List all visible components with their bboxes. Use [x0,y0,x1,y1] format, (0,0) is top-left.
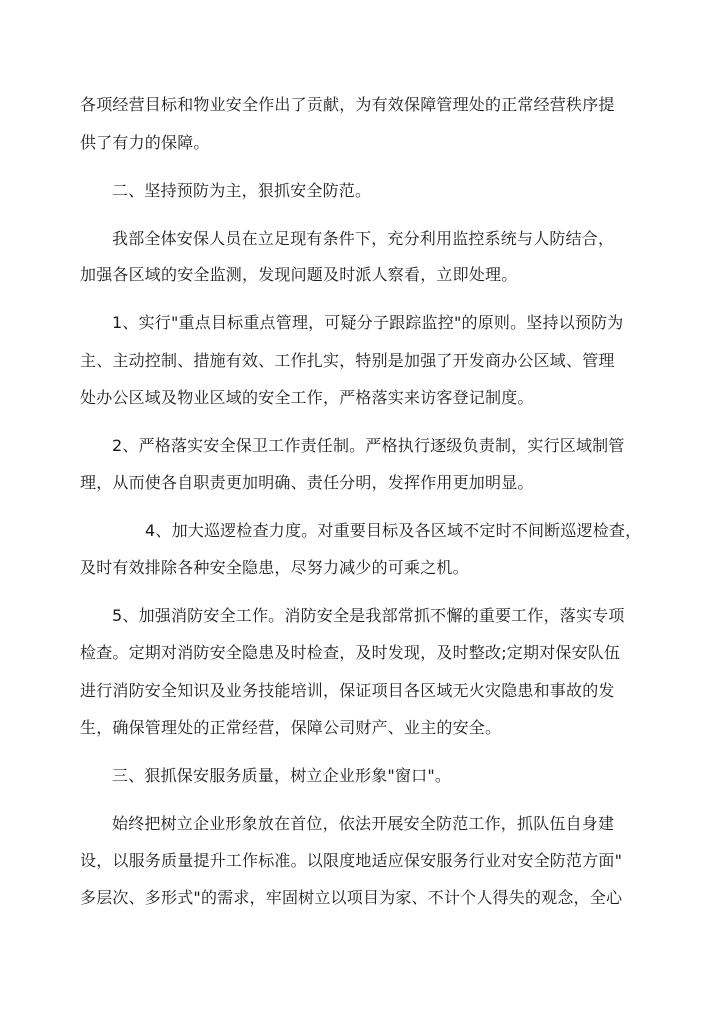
text-line: 主、主动控制、措施有效、工作扎实，特别是加强了开发商办公区域、管理 [80,351,615,370]
text-line: 4、加大巡逻检查力度。对重要目标及各区域不定时不间断巡逻检查， [145,521,642,540]
text-line: 加强各区域的安全监测，发现问题及时派人察看，立即处理。 [80,265,518,284]
text-line: 检查。定期对消防安全隐患及时检查，及时发现，及时整改;定期对保安队伍 [80,643,621,662]
text-line: 2、严格落实安全保卫工作责任制。严格执行逐级负责制，实行区域制管 [112,436,625,455]
text-line: 始终把树立企业形象放在首位，依法开展安全防范工作，抓队伍自身建 [112,814,615,833]
section-heading: 三、狠抓保安服务质量，树立企业形象"窗口"。 [112,766,452,785]
text-line: 及时有效排除各种安全隐患，尽努力减少的可乘之机。 [80,558,469,577]
text-line: 我部全体安保人员在立足现有条件下，充分利用监控系统与人防结合， [112,229,615,248]
text-line: 1、实行"重点目标重点管理，可疑分子跟踪监控"的原则。坚持以预防为 [112,313,624,332]
text-line: 多层次、多形式"的需求，牢固树立以项目为家、不计个人得失的观念，全心 [80,888,623,907]
text-line: 处办公区域及物业区域的安全工作，严格落实来访客登记制度。 [80,388,534,407]
text-line: 各项经营目标和物业安全作出了贡献，为有效保障管理处的正常经营秩序提 [80,95,615,114]
text-line: 生，确保管理处的正常经营，保障公司财产、业主的安全。 [80,718,502,737]
section-heading: 二、坚持预防为主，狠抓安全防范。 [112,181,372,200]
text-line: 进行消防安全知识及业务技能培训，保证项目各区域无火灾隐患和事故的发 [80,681,615,700]
text-line: 供了有力的保障。 [80,133,210,152]
text-line: 理，从而使各自职责更加明确、责任分明，发挥作用更加明显。 [80,473,534,492]
text-line: 5、加强消防安全工作。消防安全是我部常抓不懈的重要工作，落实专项 [112,606,625,625]
text-line: 设，以服务质量提升工作标准。以限度地适应保安服务行业对安全防范方面" [80,851,623,870]
